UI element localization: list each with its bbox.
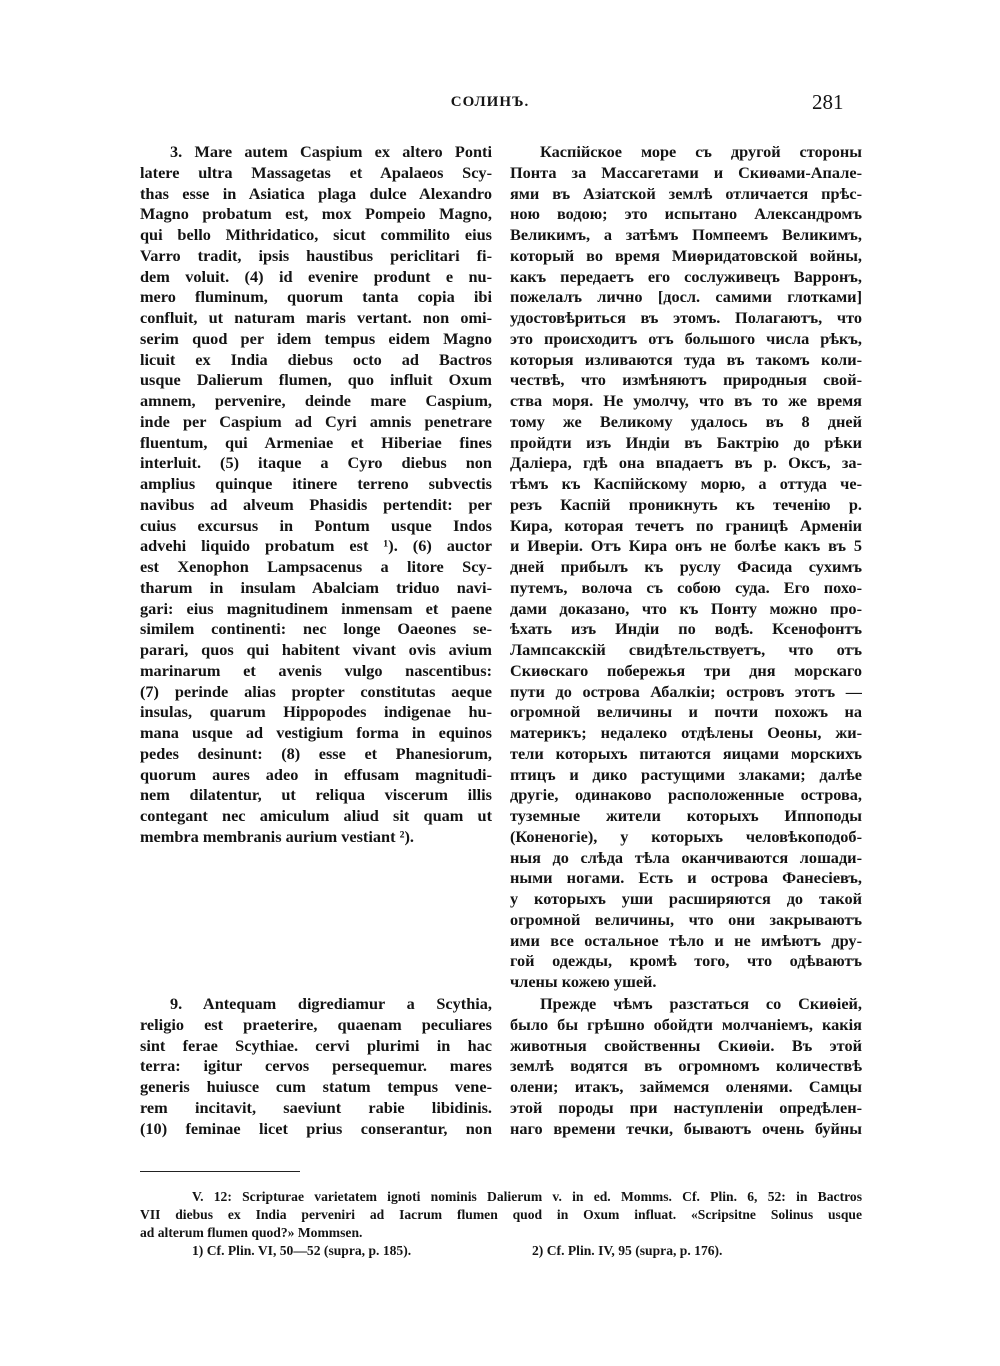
footnotes <box>140 1188 862 1260</box>
text-line: cuius excursus in Pontum usque Indos <box>140 515 492 535</box>
text-line: огромной величины и почти похожъ на <box>510 702 862 722</box>
text-line: путемъ, волоча съ собою суда. Его похо- <box>510 577 862 597</box>
text-line: inde per Caspium ad Cyri amnis penetrare <box>140 411 492 431</box>
text-line: amnem, pervenire, deinde mare Caspium, <box>140 391 492 410</box>
text-line: птицъ и дико растущими злаками; далѣе <box>510 764 862 784</box>
text-line: (7) perinde alias propter constitutas aeque <box>140 681 492 701</box>
text-line: Понта за Массагетами и Скиѳами-Апале- <box>510 162 862 182</box>
text-line: 9. Antequam digrediamur a Scythia, <box>170 994 492 1013</box>
text-line: было бы грѣшно обойдти молчаніемъ, какія <box>510 1014 862 1034</box>
text-line: и Иверіи. Отъ Кира онъ не болѣе какъ въ 5 <box>510 536 862 556</box>
text-line: membra membranis aurium vestiant ²). <box>140 826 414 846</box>
text-line: Magno probatum est, mox Pompeio Magno, <box>140 204 492 224</box>
footnote-rule <box>140 1171 300 1172</box>
text-line: rem incitavit, saeviunt rabie libidinis. <box>140 1097 492 1117</box>
text-line: est Xenophon Lampsacenus a litore Scy- <box>140 557 492 576</box>
text-line: parari, quos qui habitent vivant ovis avium <box>140 640 492 659</box>
text-line: Каспійское море съ другой стороны <box>540 142 862 161</box>
text-line: similem continenti: nec longe Oaeones se- <box>140 619 492 639</box>
text-line: religio est praeterire, quaenam peculiares <box>140 1014 492 1034</box>
text-line: qui bello Mithridatico, sicut commilito eius <box>140 225 492 244</box>
text-line: Даліера, гдѣ она впадаетъ въ р. Оксъ, за- <box>510 453 862 473</box>
text-line: mero fluminum, quorum tanta copia ibi <box>140 287 492 307</box>
text-line: contegant nec amiculum aliud sit quam ut <box>140 806 492 825</box>
text-line: у которыхъ уши расширяются до такой <box>510 889 862 908</box>
text-line: туземные жители которыхъ Иппоподы <box>510 806 862 825</box>
footnote-row <box>140 1242 862 1260</box>
russian-paragraph-3 <box>510 142 862 993</box>
text-line: ныя до слѣда тѣла оканчиваются лошади- <box>510 847 862 867</box>
text-line: наго времени течки, бываютъ очень буйны <box>510 1118 862 1138</box>
text-line: ными ногами. Есть и острова Фанесіевъ, <box>510 868 862 888</box>
russian-paragraph-9 <box>510 994 862 1139</box>
latin-paragraph-9 <box>140 994 492 1139</box>
text-line: животныя свойственны Скиѳіи. Въ этой <box>510 1035 862 1055</box>
text-line: пройдти изъ Индіи въ Бактрію до рѣки <box>510 432 862 452</box>
text-line: licuit ex India diebus octo ad Bactros <box>140 349 492 369</box>
text-line: Скиѳскаго побережья три дня морскаго <box>510 660 862 680</box>
text-line: terra: igitur cervos persequemur. mares <box>140 1056 492 1076</box>
text-line: чествѣ, что измѣняютъ природныя свой- <box>510 370 862 390</box>
text-line: (Коненогіе), у которыхъ человѣкоподоб- <box>510 826 862 846</box>
variant-note-line: VII diebus ex India perveniri ad Iacrum flumen quod in Oxum influat. «Scripsitne Solinus usque <box>140 1207 862 1222</box>
latin-paragraph-3 <box>140 142 492 848</box>
text-line: гой одежды, кромѣ того, что одѣваютъ <box>510 951 862 971</box>
text-line: advehi liquido probatum est ¹). (6) auctor <box>140 536 492 556</box>
text-line: дами доказано, что къ Понту можно про- <box>510 598 862 618</box>
text-line: ими все остальное тѣло и не имѣютъ дру- <box>510 930 862 950</box>
text-line: Прежде чѣмъ разстаться со Скиѳіей, <box>540 994 862 1013</box>
text-line: sint ferae Scythiae. cervi plurimi in hac <box>140 1035 492 1055</box>
text-line: которыя изливаются туда въ такомъ коли- <box>510 349 862 369</box>
text-line: fluentum, qui Armeniae et Hiberiae fines <box>140 432 492 452</box>
text-line: pedes desinunt: (8) esse et Phanesiorum, <box>140 743 492 763</box>
text-line: дней прибылъ къ руслу Фасида сухимъ <box>510 557 862 576</box>
text-line: navibus ad alveum Phasidis pertendit: per <box>140 494 492 514</box>
text-line: который во время Миѳридатовской войны, <box>510 245 862 265</box>
text-line: Лампсакскій свидѣтельствуетъ, что отъ <box>510 640 862 659</box>
text-line: ѣхать изъ Индіи по водѣ. Ксенофонтъ <box>510 619 862 639</box>
text-line: tharum in insulam Abalciam triduo navi- <box>140 577 492 597</box>
text-line: тѣмъ къ Каспійскому морю, а оттуда че- <box>510 474 862 493</box>
text-line: quorum aures adeo in effusam magnitudi- <box>140 764 492 784</box>
text-line: thas esse in Asiatica plaga dulce Alexandro <box>140 183 492 203</box>
text-line: тому же Великому удалось въ 8 дней <box>510 411 862 431</box>
text-line: резъ Каспій проникнуть къ теченію р. <box>510 494 862 514</box>
text-line: amplius quinque itinere terreno subvectis <box>140 474 492 493</box>
text-line: serim quod per idem tempus eidem Magno <box>140 328 492 348</box>
text-line: 3. Mare autem Caspium ex altero Ponti <box>170 142 492 161</box>
text-line: nem dilatentur, ut reliqua viscerum illis <box>140 785 492 805</box>
text-line: gari: eius magnitudinem inmensam et paene <box>140 598 492 618</box>
text-line: (10) feminae licet prius conserantur, non <box>140 1118 492 1138</box>
text-line: Кира, которая течетъ по границѣ Арменіи <box>510 515 862 535</box>
footnote-1: 1) Cf. Plin. VI, 50—52 (supra, p. 185). <box>192 1243 412 1258</box>
text-line: тели которыхъ питаются яицами морскихъ <box>510 743 862 763</box>
text-line: материкъ; недалеко отдѣлены Оеоны, жи- <box>510 723 862 742</box>
text-line: usque Dalierum flumen, quo influit Oxum <box>140 370 492 390</box>
text-line: ями въ Азіатской землѣ отличается прѣс- <box>510 183 862 203</box>
text-line: удостовѣриться въ этомъ. Полагаютъ, что <box>510 308 862 327</box>
text-line: confluit, ut naturam maris vertant. non omi- <box>140 308 492 327</box>
text-line: mana usque ad vestigium forma in equinos <box>140 723 492 742</box>
text-line: этой породы при наступленіи опредѣлен- <box>510 1097 862 1117</box>
text-line: Varro tradit, ipsis haustibus periclitari fi- <box>140 245 492 265</box>
text-line: ства моря. Не умолчу, что въ то же время <box>510 391 862 410</box>
text-line: другіе, одинаково расположенные острова, <box>510 785 862 805</box>
text-line: какъ передаетъ его сослуживецъ Варронъ, <box>510 266 862 286</box>
variant-note-line: ad alterum flumen quod?» Mommsen. <box>140 1225 363 1240</box>
page-number: 281 <box>812 90 844 114</box>
text-line: latere ultra Massagetas et Apalaeos Scy- <box>140 162 492 182</box>
text-line: generis huiusce cum statum tempus vene- <box>140 1077 492 1096</box>
text-line: члены кожею ушей. <box>510 972 657 991</box>
variant-note-line: V. 12: Scripturae varietatem ignoti nominis Dalierum v. in ed. Momms. Cf. Plin. 6, 52: in Bactros <box>192 1189 862 1204</box>
text-line: insulas, quarum Hippopodes indigenae hu- <box>140 702 492 722</box>
text-line: пути до острова Абалкіи; островъ этотъ — <box>510 681 862 701</box>
text-line: ною водою; это испытано Александромъ <box>510 204 862 224</box>
text-line: олени; итакъ, займемся оленями. Самцы <box>510 1077 862 1096</box>
footnote-2: 2) Cf. Plin. IV, 95 (supra, p. 176). <box>532 1243 723 1258</box>
text-line: marinarum et avenis vulgo nascentibus: <box>140 660 492 680</box>
text-line: это происходитъ отъ большого числа рѣкъ, <box>510 328 862 348</box>
text-line: interluit. (5) itaque a Cyro diebus non <box>140 453 492 473</box>
text-line: пожелалъ лично [досл. самими глотками] <box>510 287 862 307</box>
text-line: землѣ водятся въ огромномъ количествѣ <box>510 1056 862 1076</box>
text-line: огромной величины, что они закрываютъ <box>510 909 862 929</box>
running-head-title: СОЛИНЪ. <box>450 94 530 110</box>
text-line: Великимъ, а затѣмъ Помпеемъ Великимъ, <box>510 225 862 244</box>
text-line: dem voluit. (4) id evenire produnt e nu- <box>140 266 492 286</box>
